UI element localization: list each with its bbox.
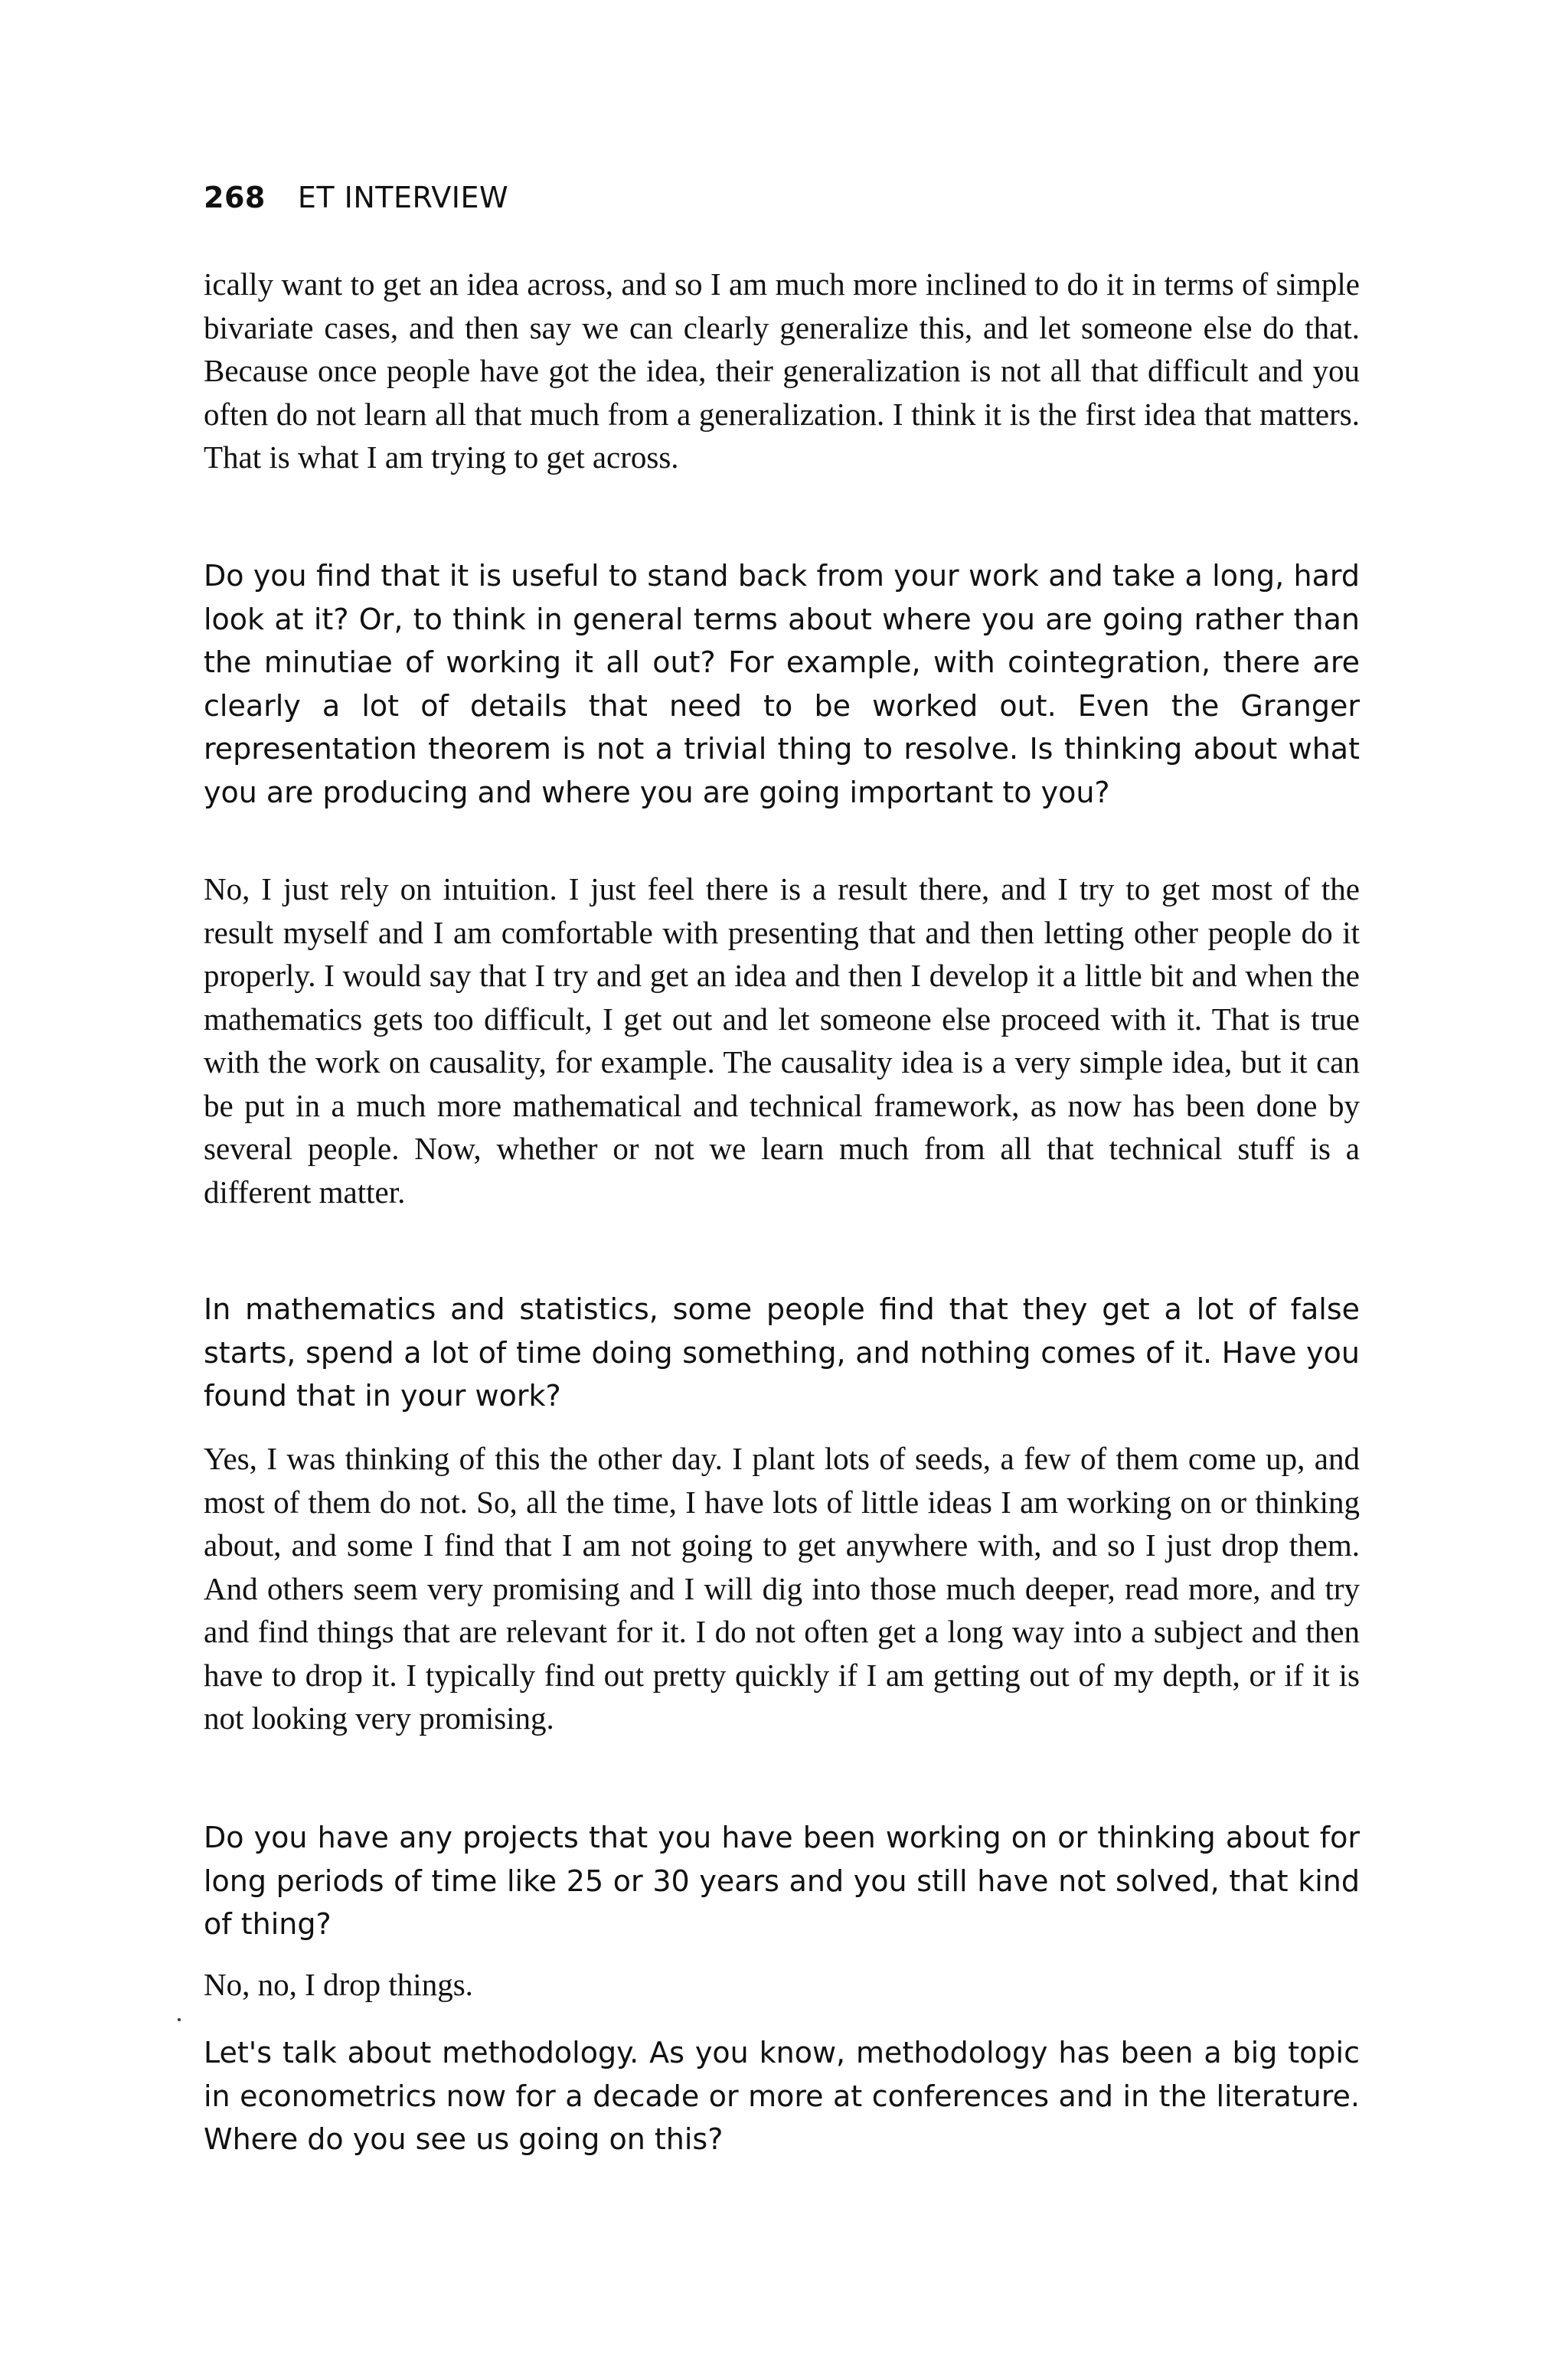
margin-dot [178, 2018, 181, 2021]
question-paragraph-2: In mathematics and statistics, some people find that they get a lot of false starts, spend a lot of time doing something, and nothing comes of it. Have you found that in your work? [204, 1292, 1360, 1413]
section-title: ET INTERVIEW [297, 181, 509, 214]
question-paragraph-1: Do you find that it is useful to stand back from your work and take a long, hard look at it? Or, to think in general terms about where you are going rather than the minutiae of working it all out? For example, with cointegration, there are clearly a lot of details that need to be worked out. Even the Granger representation theorem is not a trivial thing to resolve. Is thinking about what you are producing and where you are going important to you? [204, 559, 1360, 809]
page-number: 268 [204, 181, 266, 214]
answer-paragraph-3: Yes, I was thinking of this the other day. I plant lots of seeds, a few of them come up, and most of them do not. So, all the time, I have lots of little ideas I am working on or thinking about, and some I find that I am not going to get anywhere with, and so I just drop them. And others seem very promising and I will dig into those much deeper, read more, and try and find things that are relevant for it. I do not often get a long way into a subject and then have to drop it. I typically find out pretty quickly if I am getting out of my depth, or if it is not looking very promising. [204, 1441, 1360, 1736]
answer-paragraph-2: No, I just rely on intuition. I just feel there is a result there, and I try to get most of the result myself and I am comfortable with presenting that and then letting other people do it properly. I would say that I try and get an idea and then I develop it a little bit and when the mathematics gets too difficult, I get out and let someone else proceed with it. That is true with the work on causality, for example. The causality idea is a very simple idea, but it can be put in a much more mathematical and technical framework, as now has been done by several people. Now, whether or not we learn much from all that technical stuff is a different matter. [204, 871, 1360, 1210]
answer-paragraph-4: No, no, I drop things. [204, 1967, 473, 2002]
running-head [204, 181, 508, 214]
answer-paragraph-1: ically want to get an idea across, and so I am much more inclined to do it in terms of simple bivariate cases, and then say we can clearly generalize this, and let someone else do that. Because once people have got the idea, their generalization is not all that difficult and you often do not learn all that much from a generalization. I think it is the first idea that matters. That is what I am trying to get across. [204, 266, 1360, 475]
question-paragraph-4: Let's talk about methodology. As you know, methodology has been a big topic in econometrics now for a decade or more at conferences and in the literature. Where do you see us going on this? [204, 2036, 1360, 2156]
question-paragraph-3: Do you have any projects that you have been working on or thinking about for long periods of time like 25 or 30 years and you still have not solved, that kind of thing? [204, 1821, 1360, 1941]
